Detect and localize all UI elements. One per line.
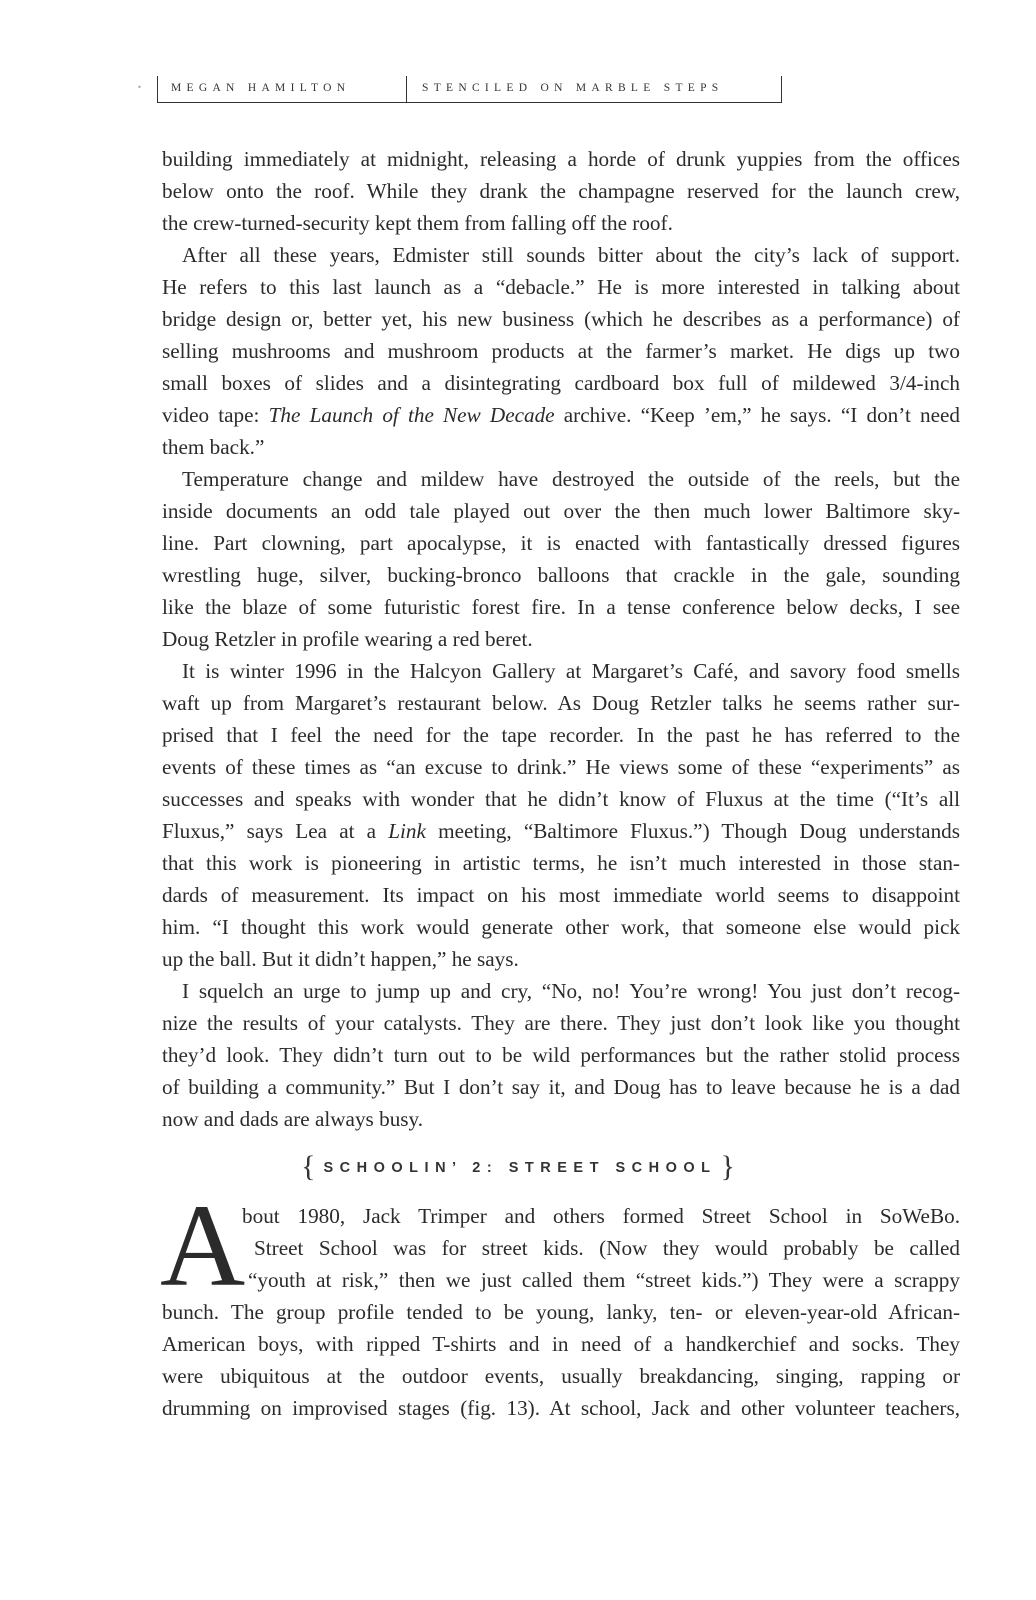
text-line: the crew-turned-security kept them from falling off the roof. (162, 211, 673, 235)
text-line: prised that I feel the need for the tape recorder. In the past he has referred to the (162, 723, 960, 747)
text-line: like the blaze of some futuristic forest fire. In a tense conference below decks, I see (162, 595, 960, 619)
text-line: of building a community.” But I don’t say it, and Doug has to leave because he is a dad (162, 1075, 960, 1099)
text-line: line. Part clowning, part apocalypse, it is enacted with fantastically dressed figures (162, 531, 960, 555)
section-heading (0, 1150, 1036, 1184)
text-run: archive. “Keep ’em,” he says. “I don’t need (554, 403, 961, 427)
text-run: meeting, “Baltimore Fluxus.”) Though Doug understands (425, 819, 960, 843)
text-line: inside documents an odd tale played out over the then much lower Baltimore sky- (162, 499, 960, 523)
text-line: waft up from Margaret’s restaurant below. As Doug Retzler talks he seems rather sur- (162, 691, 960, 715)
text-line: were ubiquitous at the outdoor events, usually breakdancing, singing, rapping or (162, 1364, 960, 1388)
text-line: drumming on improvised stages (fig. 13). At school, Jack and other volunteer teachers, (162, 1396, 960, 1420)
text-line: small boxes of slides and a disintegrating cardboard box full of mildewed 3/4-inch (162, 371, 960, 395)
text-line: After all these years, Edmister still sounds bitter about the city’s lack of support. (182, 243, 960, 267)
running-head-author: MEGAN HAMILTON (171, 82, 351, 94)
text-line: It is winter 1996 in the Halcyon Gallery at Margaret’s Café, and savory food smells (182, 659, 960, 683)
text-line: dards of measurement. Its impact on his most immediate world seems to disappoint (162, 883, 960, 907)
text-line: bout 1980, Jack Trimper and others formed Street School in SoWeBo. (242, 1204, 960, 1228)
text-line: wrestling huge, silver, bucking-bronco balloons that crackle in the gale, sounding (162, 563, 960, 587)
text-line: American boys, with ripped T-shirts and in need of a handkerchief and socks. They (162, 1332, 960, 1356)
drop-cap: A (160, 1180, 246, 1311)
text-line: bridge design or, better yet, his new business (which he describes as a performance) of (162, 307, 960, 331)
text-line: Doug Retzler in profile wearing a red beret. (162, 627, 533, 651)
text-line: He refers to this last launch as a “debacle.” He is more interested in talking about (162, 275, 960, 299)
text-line: Street School was for street kids. (Now they would probably be called (254, 1236, 960, 1260)
text-line: below onto the roof. While they drank the champagne reserved for the launch crew, (162, 179, 960, 203)
text-line: Temperature change and mildew have destroyed the outside of the reels, but the (182, 467, 960, 491)
text-line: building immediately at midnight, releasing a horde of drunk yuppies from the offices (162, 147, 960, 171)
text-line: nize the results of your catalysts. They are there. They just don’t look like you thought (162, 1011, 960, 1035)
text-line: events of these times as “an excuse to drink.” He views some of these “experiments” as (162, 755, 960, 779)
text-line: bunch. The group profile tended to be young, lanky, ten- or eleven-year-old African- (162, 1300, 960, 1324)
text-line: they’d look. They didn’t turn out to be wild performances but the rather stolid process (162, 1043, 960, 1067)
body-text (162, 143, 960, 1135)
text-line: successes and speaks with wonder that he didn’t know of Fluxus at the time (“It’s all (162, 787, 960, 811)
running-head (157, 76, 782, 103)
text-line: them back.” (162, 435, 265, 459)
text-run: video tape: (162, 403, 269, 427)
text-line: him. “I thought this work would generate other work, that someone else would pick (162, 915, 960, 939)
text-line: that this work is pioneering in artistic terms, he isn’t much interested in those stan- (162, 851, 960, 875)
scan-mark: • (136, 81, 144, 94)
brace-close: } (720, 1150, 735, 1183)
book-title: The Launch of the New Decade (268, 403, 555, 427)
publication-title: Link (388, 819, 426, 843)
section-body-text (162, 1200, 960, 1424)
text-line (162, 815, 960, 847)
text-line: “youth at risk,” then we just called them “street kids.”) They were a scrappy (248, 1268, 960, 1292)
text-run: Fluxus,” says Lea at a (162, 819, 389, 843)
text-line: now and dads are always busy. (162, 1107, 424, 1131)
section-heading-label: SCHOOLIN’ 2: STREET SCHOOL (323, 1160, 717, 1176)
text-line (162, 399, 960, 431)
text-line: up the ball. But it didn’t happen,” he says. (162, 947, 519, 971)
text-line: selling mushrooms and mushroom products at the farmer’s market. He digs up two (162, 339, 960, 363)
brace-open: { (301, 1150, 316, 1183)
text-line: I squelch an urge to jump up and cry, “No, no! You’re wrong! You just don’t recog- (182, 979, 960, 1003)
running-head-title: STENCILED ON MARBLE STEPS (422, 82, 724, 94)
